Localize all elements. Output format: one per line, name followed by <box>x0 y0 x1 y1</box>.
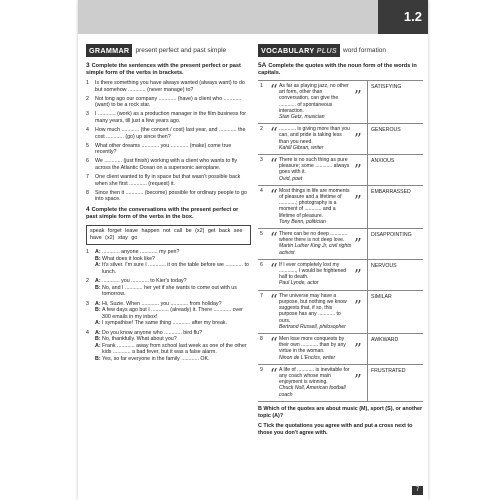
quote-number: 1 <box>260 83 263 89</box>
open-quote-mark: “ <box>270 259 278 278</box>
close-quote-mark: ” <box>354 235 362 254</box>
quote-number: 4 <box>260 187 263 194</box>
exercise-5c: C Tick the quotations you agree with and put a cross next to those you don't agree with. <box>258 423 413 437</box>
line-text: It's silver. I'm sure I ............ it on the table before we ............ to lunch. <box>102 262 249 275</box>
conversation-number <box>86 343 95 356</box>
speaker-label: B: <box>95 336 101 342</box>
line-text: A few days ago but I ............ (already) it. There ............ over 300 emails in my inbox! <box>102 307 243 320</box>
exercise-3-instruction: 3 Complete the sentences with the present perfect or past simple form of the verbs in brackets. <box>86 62 241 76</box>
line-text: ............ you ............ to Kier's today? <box>102 278 187 284</box>
item-text: We ............ (just finish) working with a client who wants to fly across the Atlantic Ocean on a supersonic aeroplane. <box>95 158 238 172</box>
speaker-label: B: <box>95 284 101 291</box>
speaker-label: A: <box>95 249 101 255</box>
line-text: No, thankfully. What about you? <box>102 336 177 342</box>
conversation-line <box>86 285 251 298</box>
item-number: 7 <box>86 174 89 181</box>
conversation <box>86 301 251 327</box>
speaker-label: B: <box>95 255 101 262</box>
quote-text: As far as playing jazz, no other art form, other than conversation, can give the ............ of spontaneous interaction. <box>279 83 349 114</box>
close-quote-mark: ” <box>354 339 362 358</box>
quote-author: Stan Getz, musician <box>279 114 325 121</box>
line-text: Frank ............ away from school last week as one of the other kids ............ a bad fever, but it was a false alarm. <box>102 342 247 355</box>
capital-word: FRUSTRATED <box>367 365 423 401</box>
quote-author: Chuck Noll, American football coach <box>279 385 346 398</box>
open-quote-mark: “ <box>270 124 278 143</box>
conversation-line <box>86 307 251 320</box>
close-quote-mark: ” <box>354 161 362 180</box>
quote-body <box>279 260 354 290</box>
quote-number: 6 <box>260 261 263 268</box>
header-bar <box>78 0 428 34</box>
quotes-table <box>258 80 423 402</box>
conversation-number: 1 <box>86 249 89 255</box>
conversation-number <box>86 262 95 275</box>
quote-number: 9 <box>260 366 263 373</box>
speaker-label: A: <box>95 278 101 284</box>
grammar-subtitle: present perfect and past simple <box>135 47 227 54</box>
vocabulary-tag: VOCABULARY PLUS <box>258 44 340 57</box>
open-quote-mark: “ <box>270 81 278 99</box>
quote-row <box>258 186 423 229</box>
grammar-tag: GRAMMAR <box>86 44 132 57</box>
quote-text: Men lose more conquests by their own ............ than by any virtue in the woman. <box>279 335 346 355</box>
vocabulary-subtitle: word formation <box>343 47 387 54</box>
exercise-3-item <box>86 127 251 140</box>
quote-author: Martin Luther King Jr, civil rights activist <box>279 243 352 256</box>
speaker-label: A: <box>95 320 101 326</box>
quote-text: There can be no deep ............ where there is not deep love. <box>279 231 348 244</box>
exercise-3-item <box>86 190 251 203</box>
capital-word: SIMILAR <box>367 291 423 333</box>
quote-number: 7 <box>260 292 263 299</box>
close-quote-mark: ” <box>354 130 362 149</box>
conversation-number: 3 <box>86 300 89 307</box>
quote-number: 5 <box>260 231 263 238</box>
quote-body <box>279 365 354 401</box>
item-text: Not long ago our company ............ (have) a client who ............ (want) to be a rock star. <box>95 95 242 109</box>
item-number: 2 <box>86 95 89 102</box>
quote-text: If I ever completely lost my ............, I would be frightened half to death. <box>279 261 347 281</box>
line-text: Hi, Suzie. When ............ you ............ from holiday? <box>102 300 222 307</box>
workbook-page <box>78 0 428 500</box>
speaker-label: A: <box>95 329 101 336</box>
exercise-3-item <box>86 111 251 124</box>
exercise-5b: B Which of the quotes are about music (M), sport (S), or another topic (A)? <box>258 405 423 419</box>
line-text: No, and I ............ her yet if she wants to come out with us tomorrow. <box>102 284 237 297</box>
conversation-number <box>86 356 95 363</box>
conversation <box>86 278 251 298</box>
item-number: 4 <box>86 127 89 134</box>
open-quote-mark: “ <box>270 290 278 309</box>
item-text: Since then it ............ (become) possible for ordinary people to go into space. <box>95 189 247 203</box>
quote-text: Most things in life are moments of pleasure and a lifetime of ............; photography is a moment of ............ and a lifetime of pleasure. <box>279 187 350 219</box>
capital-word: AWKWARD <box>367 334 423 364</box>
line-text: Yes, so far everyone in the family ............ OK. <box>102 355 210 362</box>
exercise-3-item <box>86 158 251 171</box>
quote-row <box>258 365 423 402</box>
speaker-label: A: <box>95 342 101 349</box>
open-quote-mark: “ <box>270 229 278 248</box>
exercise-4-conversations <box>86 249 251 362</box>
conversation-line <box>86 343 251 356</box>
item-number: 5 <box>86 142 89 149</box>
quote-author: Ovid, poet <box>279 175 303 182</box>
exercise-3-item <box>86 143 251 156</box>
item-text: How much ............ (the concert / cost) last year, and ............ the cost ............ (go) up since then? <box>95 127 246 140</box>
conversation-number <box>86 285 95 298</box>
conversation-line <box>86 356 251 363</box>
quote-author: Tony Benn, politician <box>279 218 326 225</box>
quote-row <box>258 124 423 155</box>
quote-row <box>258 260 423 291</box>
item-number: 3 <box>86 111 89 118</box>
close-quote-mark: ” <box>354 370 362 389</box>
open-quote-mark: “ <box>270 185 278 204</box>
capital-word: SATISFYING <box>367 81 423 123</box>
item-number: 1 <box>86 80 89 86</box>
grammar-column <box>86 44 251 365</box>
speaker-label: A: <box>95 262 101 268</box>
conversation-number: 2 <box>86 278 89 284</box>
exercise-3-item <box>86 96 251 109</box>
quote-number: 3 <box>260 157 263 164</box>
quote-author: Bertrand Russell, philosopher <box>279 323 346 330</box>
quote-row <box>258 334 423 365</box>
speaker-label: A: <box>95 300 101 307</box>
quote-author: Paul Lynde, actor <box>279 280 319 287</box>
conversation-number <box>86 320 95 327</box>
conversation <box>86 330 251 363</box>
conversation <box>86 249 251 275</box>
item-number: 6 <box>86 158 89 165</box>
quote-body <box>279 229 354 259</box>
conversation-number <box>86 307 95 320</box>
quote-text: A life of ............ is inevitable for any coach whose main enjoyment is winning. <box>279 366 350 386</box>
vocabulary-header <box>258 44 423 57</box>
exercise-4-instruction: 4 Complete the conversations with the present perfect or past simple form of the verbs in the box. <box>86 206 239 220</box>
open-quote-mark: “ <box>270 364 278 383</box>
quote-row <box>258 81 423 124</box>
line-text: I sympathise! The same thing ............ after my break. <box>102 320 228 326</box>
open-quote-mark: “ <box>270 155 278 174</box>
close-quote-mark: ” <box>354 265 362 284</box>
unit-number: 1.2 <box>403 9 422 24</box>
speaker-label: B: <box>95 355 101 362</box>
item-text: What other dreams ............ you ............ (make) come true recently? <box>95 142 232 156</box>
item-text: I ............ (work) as a production manager in the film business for many years, till just a few years ago. <box>95 111 247 124</box>
word-box: speak forget leave happen not call be (x2) get back see have (x2) stay go <box>86 225 251 245</box>
item-text: One client wanted to fly in space but that wasn't possible back when she first ............ (request) it. <box>95 174 241 187</box>
item-text: Is there something you have always wanted (always want) to do but somehow ............ (never manage) to? <box>95 80 245 93</box>
quote-text: ............ is giving more than you can, and pride is taking less than you need. <box>279 126 350 145</box>
exercise-3-item <box>86 174 251 187</box>
line-text: What does it look like? <box>102 255 155 262</box>
quote-row <box>258 229 423 260</box>
capital-word: ANXIOUS <box>367 155 423 185</box>
conversation-line <box>86 262 251 275</box>
quote-number: 2 <box>260 126 263 133</box>
vocabulary-column <box>258 44 423 437</box>
quote-row <box>258 291 423 334</box>
capital-word: DISAPPOINTING <box>367 229 423 259</box>
quote-row <box>258 155 423 186</box>
capital-word: GENEROUS <box>367 124 423 154</box>
page-number: 7 <box>412 486 423 495</box>
line-text: ............ anyone ............ my pen? <box>102 249 180 255</box>
close-quote-mark: ” <box>354 87 362 105</box>
close-quote-mark: ” <box>354 191 362 210</box>
exercise-5a-instruction: 5A Complete the quotes with the noun form of the words in capitals. <box>258 62 417 76</box>
quote-author: Kahlil Gibran, writer <box>279 144 324 151</box>
grammar-header <box>86 44 251 57</box>
exercise-3-list <box>86 80 251 203</box>
line-text: Do you know anyone who ............ bird flu? <box>102 329 203 336</box>
conversation-number: 4 <box>86 329 89 336</box>
quote-author: Ninon de L'Enclos, writer <box>279 354 336 361</box>
quote-body <box>279 155 354 185</box>
quote-number: 8 <box>260 335 263 342</box>
exercise-3-item <box>86 80 251 93</box>
quote-body <box>279 81 354 123</box>
quote-body <box>279 291 354 333</box>
conversation-line <box>86 320 251 327</box>
quote-body <box>279 334 354 364</box>
capital-word: NERVOUS <box>367 260 423 290</box>
quote-body <box>279 124 354 154</box>
close-quote-mark: ” <box>354 296 362 315</box>
capital-word: EMBARRASSED <box>367 186 423 228</box>
open-quote-mark: “ <box>270 333 278 352</box>
quote-text: There is no such thing as pure pleasure; some ............ always goes with it. <box>279 157 350 176</box>
quote-body <box>279 186 354 228</box>
item-number: 8 <box>86 189 89 196</box>
speaker-label: B: <box>95 307 101 313</box>
quote-text: The universe may have a purpose, but nothing we know suggests that, if so, this purpose has any ............ to ours. <box>279 292 347 324</box>
